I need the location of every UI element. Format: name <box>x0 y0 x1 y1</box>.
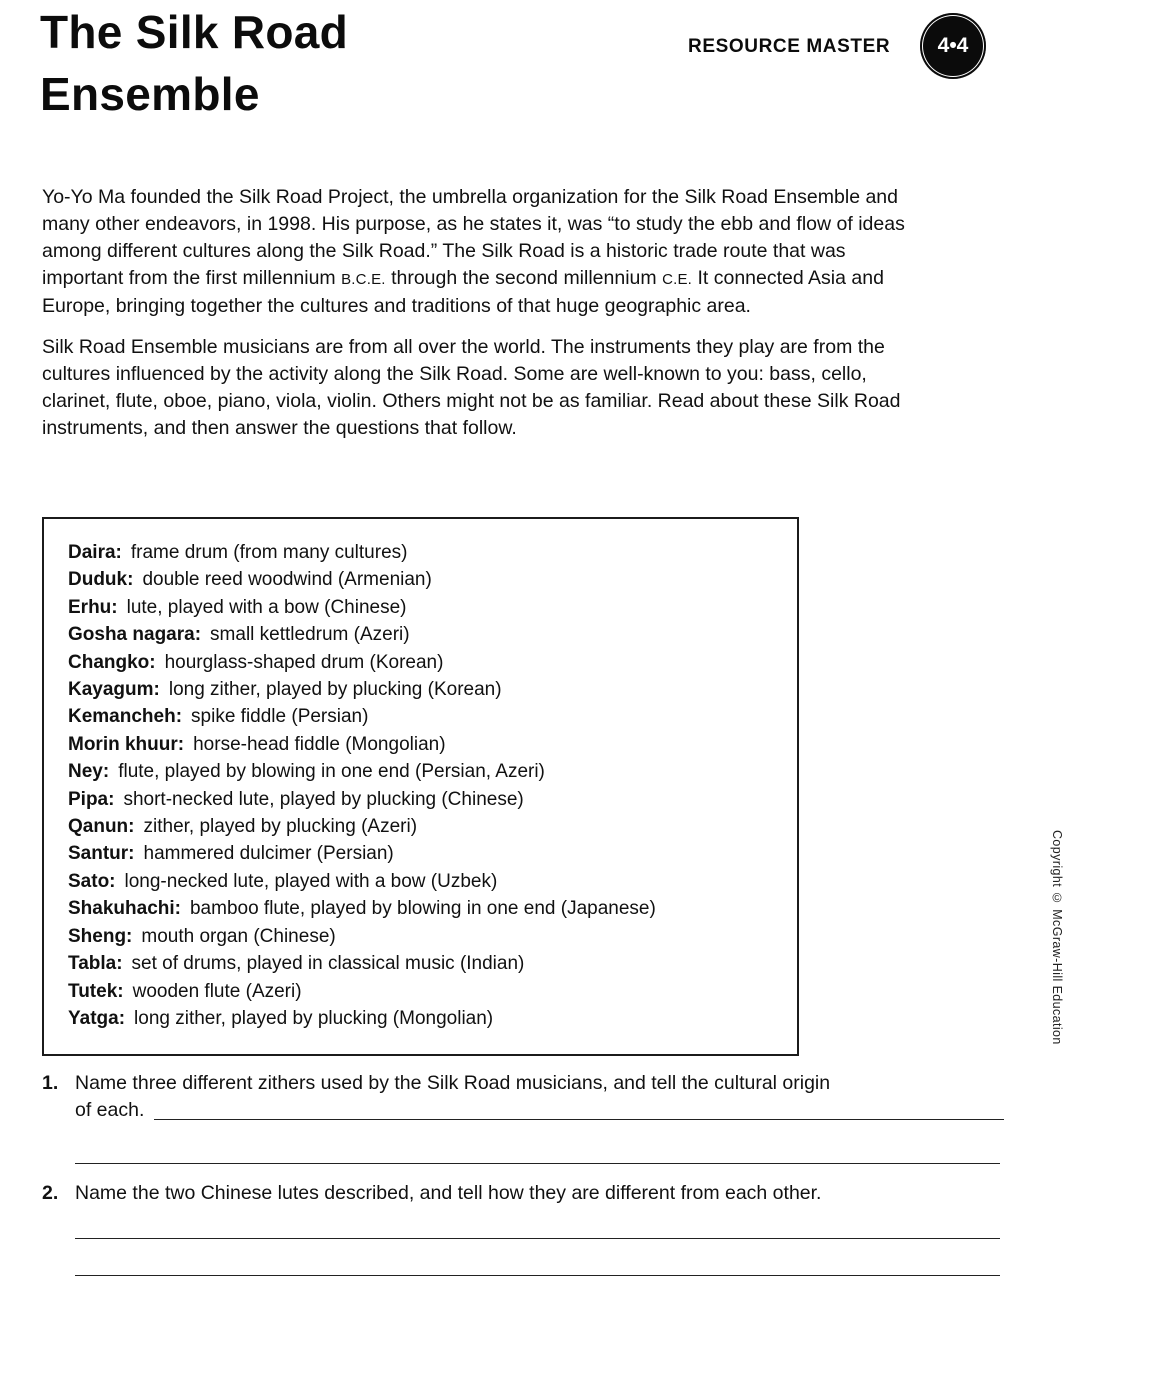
question-1-text-line1: Name three different zithers used by the Silk Road musicians, and tell the cultural origin <box>75 1072 831 1094</box>
instrument-row <box>68 978 773 1005</box>
instrument-desc: set of drums, played in classical music (Indian) <box>131 953 525 975</box>
instrument-name: Gosha nagara: <box>68 624 202 646</box>
answer-line <box>75 1238 1000 1239</box>
instrument-row <box>68 676 773 703</box>
bce-abbreviation: B.C.E. <box>341 271 386 288</box>
intro-paragraph-1 <box>42 184 914 320</box>
instrument-name: Duduk: <box>68 569 134 591</box>
question-1-text-line2-row <box>75 1097 1004 1124</box>
instrument-row <box>68 840 773 867</box>
instrument-name: Ney: <box>68 761 110 783</box>
intro-p1-part2: through the second millennium <box>391 267 657 289</box>
instrument-row <box>68 868 773 895</box>
instrument-desc: mouth organ (Chinese) <box>141 925 336 947</box>
intro-p1-part1: Yo-Yo Ma founded the Silk Road Project, the umbrella organization for the Silk Road Ensemble and many other endeavors, in 1998. His purpose, as he states it, was “to study the ebb and flow of ideas among different cultures along the Silk Road.” The Silk Road is a historic trade route that was important from the first millennium <box>42 186 905 289</box>
instrument-row <box>68 539 773 566</box>
instrument-name: Changko: <box>68 651 156 673</box>
instrument-row <box>68 731 773 758</box>
instrument-desc: long zither, played by plucking (Mongolian) <box>134 1007 494 1029</box>
instrument-desc: flute, played by blowing in one end (Persian, Azeri) <box>118 761 545 783</box>
instrument-row <box>68 594 773 621</box>
question-1-text-line2: of each. <box>75 1099 145 1121</box>
instrument-desc: zither, played by plucking (Azeri) <box>143 816 418 838</box>
instrument-desc: horse-head fiddle (Mongolian) <box>193 733 446 755</box>
instrument-desc: long-necked lute, played with a bow (Uzbek) <box>124 870 498 892</box>
instrument-name: Shakuhachi: <box>68 898 181 920</box>
instrument-row <box>68 786 773 813</box>
instrument-row <box>68 895 773 922</box>
instrument-desc: frame drum (from many cultures) <box>130 542 408 563</box>
instrument-name: Daira: <box>68 542 122 563</box>
ce-abbreviation: C.E. <box>662 271 693 288</box>
instrument-desc: short-necked lute, played by plucking (Chinese) <box>123 788 524 810</box>
intro-text <box>42 184 914 456</box>
page-title-line2: Ensemble <box>40 67 260 120</box>
answer-line <box>75 1163 1000 1164</box>
question-1 <box>42 1070 1004 1124</box>
intro-paragraph-2: Silk Road Ensemble musicians are from all over the world. The instruments they play are from the cultures influenced by the activity along the Silk Road. Some are well-known to you: bass, cello, clarinet, flute, oboe, piano, viola, violin. Others might not be as familiar. Read about these Silk Road instruments, and then answer the questions that follow. <box>42 336 901 439</box>
instrument-row <box>68 950 773 977</box>
instrument-desc: hourglass-shaped drum (Korean) <box>164 651 444 673</box>
instrument-name: Sheng: <box>68 925 133 947</box>
question-1-number: 1. <box>42 1072 59 1094</box>
instrument-name: Kayagum: <box>68 679 160 701</box>
question-2-number: 2. <box>42 1182 59 1204</box>
instrument-name: Tabla: <box>68 953 123 975</box>
copyright-sidebar: Copyright © McGraw-Hill Education <box>1050 830 1064 1045</box>
instrument-name: Qanun: <box>68 816 135 838</box>
instrument-row <box>68 1005 773 1032</box>
instrument-row <box>68 923 773 950</box>
question-2-text: Name the two Chinese lutes described, and tell how they are different from each other. <box>75 1182 822 1204</box>
intro-p1-part3: It connected Asia and Europe, bringing together the cultures and traditions of that huge geographic area. <box>42 267 884 317</box>
instrument-name: Pipa: <box>68 788 115 810</box>
instrument-desc: bamboo flute, played by blowing in one end (Japanese) <box>189 898 656 920</box>
page-title-line1: The Silk Road <box>40 6 349 58</box>
resource-master-label: RESOURCE MASTER <box>688 36 891 57</box>
question-2 <box>42 1180 1004 1207</box>
instrument-desc: lute, played with a bow (Chinese) <box>126 596 407 618</box>
instrument-desc: small kettledrum (Azeri) <box>210 624 410 646</box>
instrument-desc: spike fiddle (Persian) <box>191 706 369 728</box>
instrument-row <box>68 566 773 593</box>
instrument-row <box>68 758 773 785</box>
instrument-desc: double reed woodwind (Armenian) <box>142 569 432 591</box>
answer-line <box>75 1275 1000 1276</box>
instrument-row <box>68 703 773 730</box>
instrument-name: Kemancheh: <box>68 706 183 728</box>
instrument-name: Erhu: <box>68 596 118 618</box>
instrument-name: Morin khuur: <box>68 733 185 755</box>
instrument-name: Yatga: <box>68 1007 126 1029</box>
question-1-body <box>75 1070 1004 1124</box>
answer-line <box>154 1097 1004 1120</box>
resource-master-badge: 4•4 <box>920 13 986 79</box>
instrument-row <box>68 649 773 676</box>
instrument-name: Santur: <box>68 843 135 865</box>
instrument-desc: wooden flute (Azeri) <box>132 980 302 1002</box>
instrument-name: Tutek: <box>68 980 124 1002</box>
instrument-desc: long zither, played by plucking (Korean) <box>168 679 502 701</box>
instrument-name: Sato: <box>68 870 116 892</box>
instrument-desc: hammered dulcimer (Persian) <box>143 843 394 865</box>
page-title <box>40 2 348 125</box>
instrument-row <box>68 621 773 648</box>
instrument-row <box>68 813 773 840</box>
instrument-box <box>42 517 799 1056</box>
